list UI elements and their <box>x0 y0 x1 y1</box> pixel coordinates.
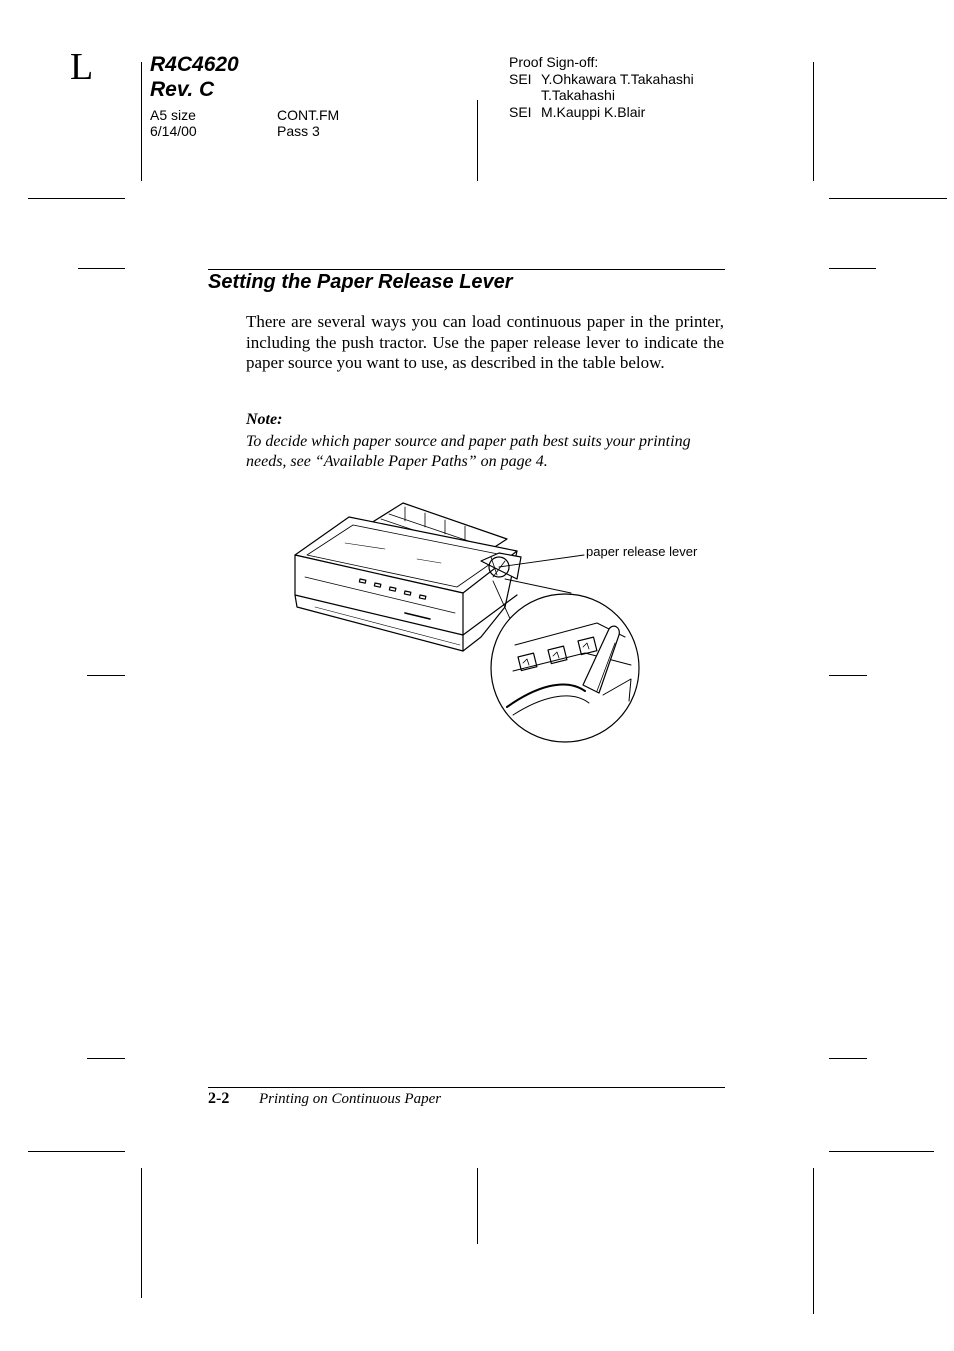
proof-org: SEI <box>509 104 532 120</box>
crop-mark <box>813 62 814 181</box>
file-name: CONT.FM <box>277 107 340 123</box>
page-size: A5 size <box>150 107 196 123</box>
crop-mark <box>477 1168 478 1244</box>
crop-mark <box>78 268 125 269</box>
proof-title: Proof Sign-off: <box>509 54 599 70</box>
crop-mark <box>141 62 142 181</box>
crop-mark <box>829 675 867 676</box>
proof-names: M.Kauppi K.Blair <box>541 104 646 120</box>
proof-names: Y.Ohkawara T.Takahashi <box>541 71 694 87</box>
crop-mark <box>28 1151 125 1152</box>
note-text: To decide which paper source and paper path best suits your printing needs, see “Available Paper Paths” on page 4. <box>246 433 691 470</box>
proof-names: T.Takahashi <box>541 87 615 103</box>
document-id: R4C4620 <box>150 53 239 76</box>
crop-mark <box>141 1168 142 1298</box>
crop-mark <box>813 1168 814 1314</box>
document-revision: Rev. C <box>150 78 215 101</box>
crop-mark <box>87 675 125 676</box>
crop-mark <box>829 1058 867 1059</box>
date: 6/14/00 <box>150 123 197 139</box>
page-side-letter: L <box>70 46 94 88</box>
crop-mark <box>829 268 876 269</box>
printer-illustration <box>285 495 655 750</box>
page-number: 2-2 <box>208 1090 230 1107</box>
proof-org: SEI <box>509 71 532 87</box>
crop-mark <box>87 1058 125 1059</box>
body-paragraph: There are several ways you can load continuous paper in the printer, including the push tractor. Use the paper release lever to indicate the paper source you want to use, as described in the table below. <box>246 312 724 372</box>
document-code <box>150 52 239 102</box>
section-rule <box>208 269 725 270</box>
crop-mark <box>829 198 947 199</box>
callout-paper-release-lever: paper release lever <box>586 544 698 559</box>
footer-rule <box>208 1087 725 1088</box>
chapter-title: Printing on Continuous Paper <box>259 1091 442 1107</box>
crop-mark <box>829 1151 934 1152</box>
note-label: Note: <box>246 411 283 428</box>
section-title: Setting the Paper Release Lever <box>208 271 513 293</box>
crop-mark <box>477 100 478 181</box>
pass-number: Pass 3 <box>277 123 320 139</box>
crop-mark <box>28 198 125 199</box>
